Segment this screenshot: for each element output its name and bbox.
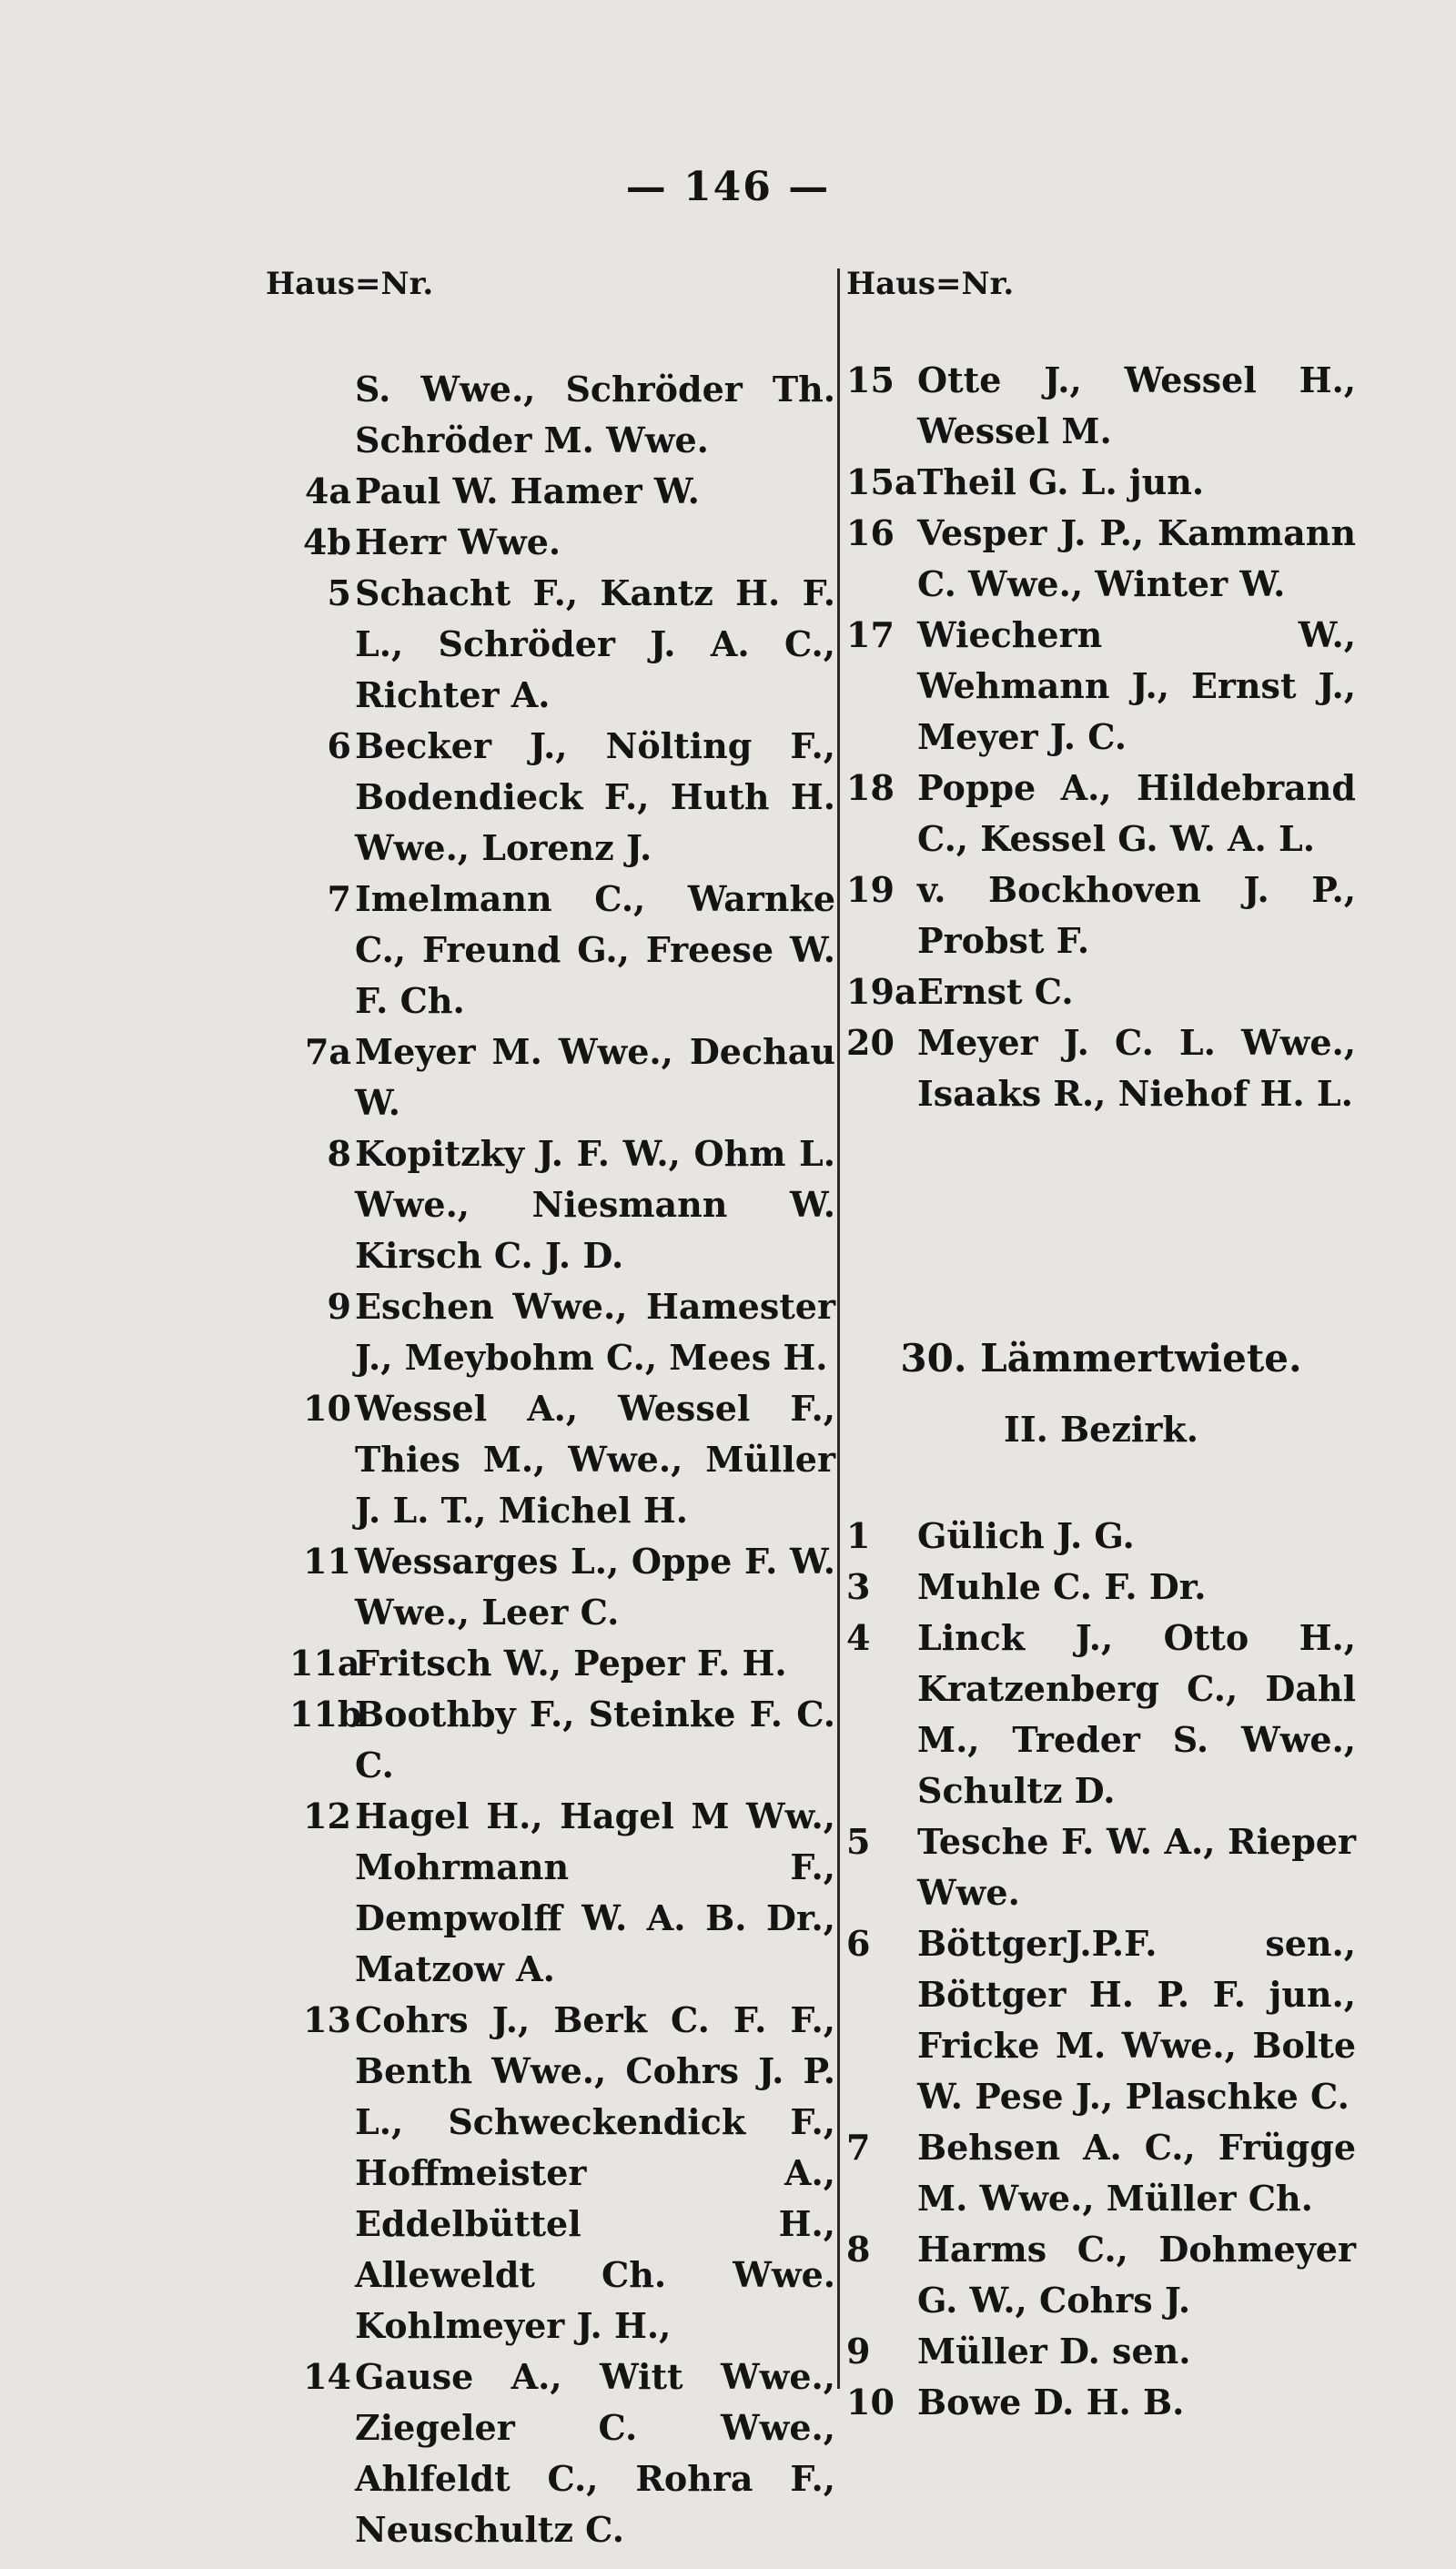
section-entry-list [846, 1511, 1356, 2428]
list-item [846, 457, 1356, 508]
house-number: 9 [327, 1286, 351, 1327]
list-item [289, 1689, 835, 1791]
column-divider [837, 268, 840, 2389]
list-item [289, 1536, 835, 1638]
house-number: 10 [846, 2382, 895, 2422]
house-number: 5 [327, 572, 351, 613]
house-number: 14 [303, 2356, 351, 2397]
residents: Muhle C. F. Dr. [917, 1566, 1207, 1607]
list-item [289, 1027, 835, 1128]
residents: Eschen Wwe., Hamester J., Meybohm C., Mees H. [355, 1286, 835, 1378]
residents: Fritsch W., Peper F. H. [355, 1643, 787, 1684]
house-number: 7a [304, 1031, 351, 1072]
list-item [846, 763, 1356, 865]
residents: Kopitzky J. F. W., Ohm L. Wwe., Niesmann W. Kirsch C. J. D. [355, 1133, 835, 1276]
list-item [846, 1511, 1356, 1562]
list-item [846, 610, 1356, 763]
list-item [289, 364, 835, 466]
list-item [289, 466, 835, 517]
residents: Boothby F., Steinke F. C. C. [355, 1694, 835, 1785]
house-number: 18 [846, 767, 895, 808]
residents: Behsen A. C., Frügge M. Wwe., Müller Ch. [917, 2127, 1356, 2219]
house-number: 13 [303, 1999, 351, 2040]
list-item [846, 2224, 1356, 2326]
house-number: 19a [846, 971, 917, 1012]
residents: Harms C., Dohmeyer G. W., Cohrs J. [917, 2229, 1356, 2321]
residents: Meyer M. Wwe., Dechau W. [355, 1031, 835, 1123]
house-number: 6 [327, 725, 351, 766]
list-item [289, 874, 835, 1027]
residents: Bowe D. H. B. [917, 2382, 1185, 2422]
list-item [846, 1918, 1356, 2122]
list-item [846, 1562, 1356, 1613]
list-item [846, 2326, 1356, 2377]
left-column-header: Haus=Nr. [266, 266, 434, 302]
list-item [289, 568, 835, 721]
house-number: 12 [303, 1795, 351, 1836]
list-item [846, 355, 1356, 457]
house-number: 20 [846, 1022, 895, 1063]
residents: Gülich J. G. [917, 1515, 1135, 1556]
list-item [846, 1017, 1356, 1119]
list-item [846, 865, 1356, 966]
house-number: 4 [846, 1617, 871, 1658]
residents: Otte J., Wessel H., Wessel M. [917, 359, 1356, 451]
house-number: 7 [846, 2127, 871, 2168]
residents: Müller D. sen. [917, 2331, 1191, 2372]
house-number: 3 [846, 1566, 871, 1607]
list-item [289, 2352, 835, 2555]
list-item [289, 517, 835, 568]
house-number: 16 [846, 512, 895, 553]
house-number: 19 [846, 869, 895, 910]
list-item [846, 2122, 1356, 2224]
house-number: 6 [846, 1923, 871, 1964]
list-item [846, 1613, 1356, 1816]
house-number: 9 [846, 2331, 871, 2372]
residents: Cohrs J., Berk C. F. F., Benth Wwe., Cohrs J. P. L., Schweckendick F., Hoffmeister A., Eddelbüttel H., Alleweldt Ch. Wwe. Kohlmeyer J. H., [355, 1999, 835, 2346]
residents: Imelmann C., Warnke C., Freund G., Freese W. F. Ch. [355, 878, 835, 1021]
residents: Gause A., Witt Wwe., Ziegeler C. Wwe., Ahlfeldt C., Rohra F., Neuschultz C. [355, 2356, 835, 2550]
residents: S. Wwe., Schröder Th. Schröder M. Wwe. [355, 369, 835, 460]
house-number: 7 [327, 878, 351, 919]
residents: Poppe A., Hildebrand C., Kessel G. W. A. L. [917, 767, 1356, 859]
list-item [846, 2377, 1356, 2428]
house-number: 11b [289, 1694, 362, 1735]
house-number: 17 [846, 614, 895, 655]
list-item [846, 966, 1356, 1017]
residents: Linck J., Otto H., Kratzenberg C., Dahl M., Treder S. Wwe., Schultz D. [917, 1617, 1356, 1811]
list-item [289, 1791, 835, 1995]
list-item [846, 508, 1356, 610]
house-number: 15 [846, 359, 895, 400]
residents: Vesper J. P., Kammann C. Wwe., Winter W. [917, 512, 1356, 604]
residents: Wiechern W., Wehmann J., Ernst J., Meyer J. C. [917, 614, 1356, 757]
list-item [289, 1383, 835, 1536]
district-label: II. Bezirk. [1004, 1409, 1198, 1450]
house-number: 15a [846, 461, 917, 502]
residents: Wessarges L., Oppe F. W. Wwe., Leer C. [355, 1541, 835, 1633]
list-item [289, 1995, 835, 2352]
list-item [289, 721, 835, 874]
residents: Meyer J. C. L. Wwe., Isaaks R., Niehof H. L. [917, 1022, 1356, 1114]
residents: BöttgerJ.P.F. sen., Böttger H. P. F. jun., Fricke M. Wwe., Bolte W. Pese J., Plaschke C. [917, 1923, 1356, 2117]
house-number: 4a [304, 470, 351, 511]
residents: Wessel A., Wessel F., Thies M., Wwe., Müller J. L. T., Michel H. [355, 1388, 835, 1531]
left-entry-list [289, 364, 835, 2555]
residents: Hagel H., Hagel M Ww., Mohrmann F., Dempwolff W. A. B. Dr., Matzow A. [355, 1795, 835, 1989]
list-item [289, 1281, 835, 1383]
list-item [846, 1816, 1356, 1918]
house-number: 4b [302, 521, 351, 562]
right-column-header: Haus=Nr. [846, 266, 1015, 302]
list-item [289, 1128, 835, 1281]
house-number: 11 [303, 1541, 351, 1582]
house-number: 5 [846, 1821, 871, 1862]
residents: Herr Wwe. [355, 521, 561, 562]
house-number: 8 [846, 2229, 871, 2270]
residents: Becker J., Nölting F., Bodendieck F., Huth H. Wwe., Lorenz J. [355, 725, 835, 868]
page-number: — 146 — [625, 164, 831, 210]
section-title: 30. Lämmertwiete. [900, 1336, 1302, 1381]
right-entry-list [846, 355, 1356, 1119]
residents: v. Bockhoven J. P., Probst F. [917, 869, 1356, 961]
house-number: 10 [303, 1388, 351, 1429]
residents: Theil G. L. jun. [917, 461, 1205, 502]
residents: Paul W. Hamer W. [355, 470, 700, 511]
residents: Tesche F. W. A., Rieper Wwe. [917, 1821, 1356, 1913]
residents: Ernst C. [917, 971, 1074, 1012]
list-item [289, 1638, 835, 1689]
house-number: 11a [289, 1643, 360, 1684]
house-number: 8 [327, 1133, 351, 1174]
house-number: 1 [846, 1515, 871, 1556]
residents: Schacht F., Kantz H. F. L., Schröder J. A. C., Richter A. [355, 572, 835, 715]
